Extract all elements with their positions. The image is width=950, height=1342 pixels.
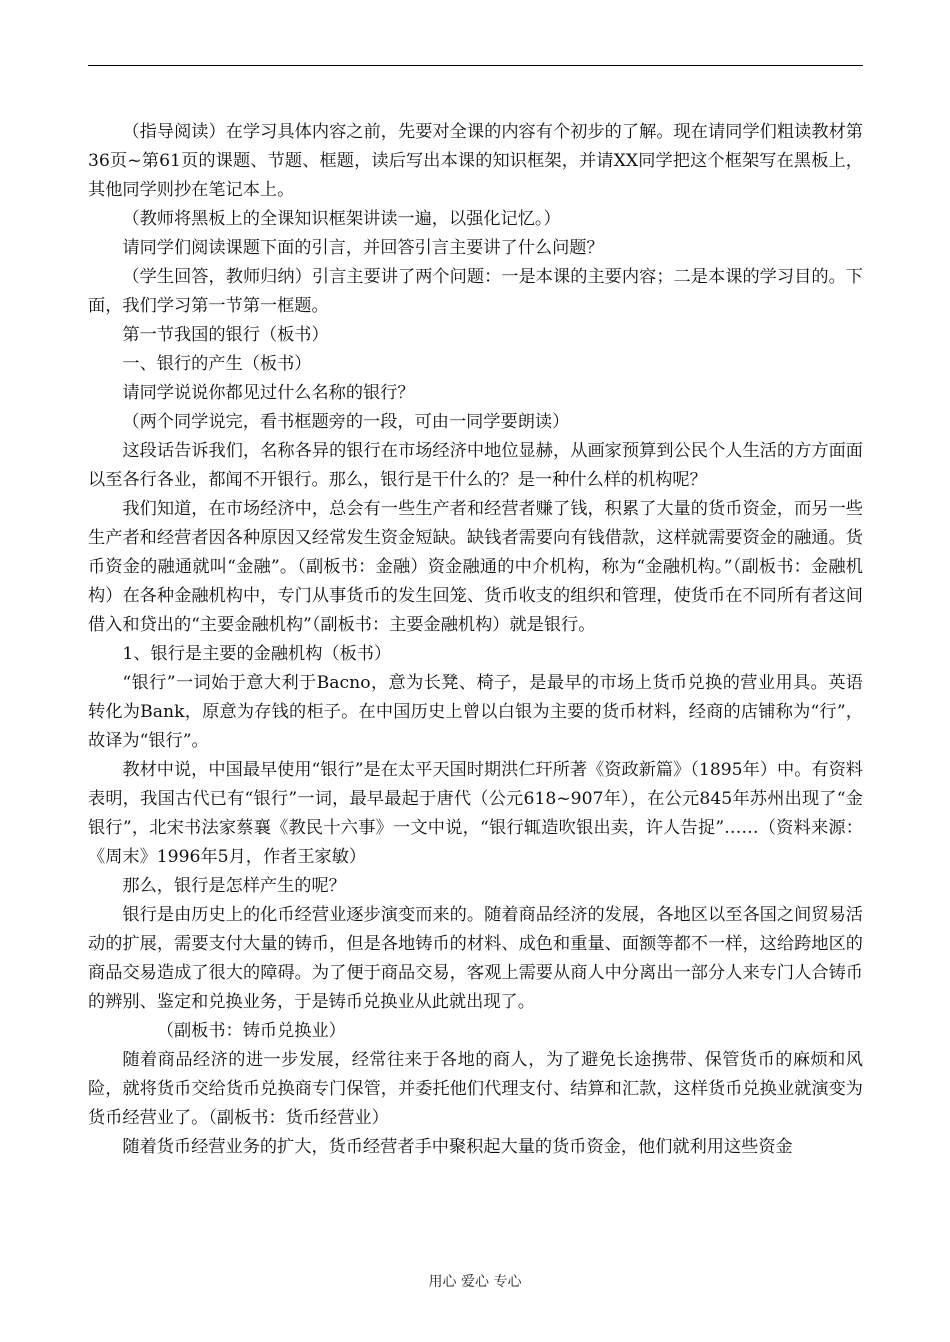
- paragraph-history-china: 教材中说，中国最早使用“银行”是在太平天国时期洪仁玕所著《资政新篇》（1895年）中。有资料表明，我国古代已有“银行”一词，最早最起于唐代（公元618~907年），在公元845年苏州出现了“金银行”，北宋书法家蔡襄《教民十六事》一文中说，“银行辄造吹银出卖，许人告捉”……（资料来源：《周末》1996年5月，作者王家敏）: [88, 760, 863, 867]
- paragraph-read-aloud: （两个同学说完，看书框题旁的一段，可由一同学要朗读）: [122, 412, 570, 432]
- paragraph-coin-exchange: 银行是由历史上的化币经营业逐步演变而来的。随着商品经济的发展，各地区以至各国之间贸易活动的扩展，需要支付大量的铸币，但是各地铸币的材料、成色和重量、面额等都不一样，这给跨地区的商品交易造成了很大的障碍。为了便于商品交易，客观上需要从商人中分离出一部分人来专门人合铸币的辨别、鉴定和兑换业务，于是铸币兑换业从此就出现了。: [88, 905, 863, 1012]
- paragraph-word-origin: “银行”一词始于意大利于Bacno，意为长凳、椅子，是最早的市场上货币兑换的营业用具。英语转化为Bank，原意为存钱的柜子。在中国历史上曾以白银为主要的货币材料，经商的店铺称为“行”，故译为“银行”。: [88, 673, 863, 751]
- paragraph-business-expansion: 随着货币经营业务的扩大，货币经营者手中聚积起大量的货币资金，他们就利用这些资金: [122, 1137, 793, 1157]
- point-heading-main-financial-institution: 1、银行是主要的金融机构（板书）: [122, 644, 392, 664]
- paragraph-intro-guided-reading: （指导阅读）在学习具体内容之前，先要对全课的内容有个初步的了解。现在请同学们粗读教材第36页~第61页的课题、节题、框题，读后写出本课的知识框架，并请XX同学把这个框架写在黑板上，其他同学则抄在笔记本上。: [88, 122, 863, 200]
- paragraph-bank-importance: 这段话告诉我们，名称各异的银行在市场经济中地位显赫，从画家预算到公民个人生活的方方面面以至各行各业，都闻不开银行。那么，银行是干什么的？是一种什么样的机构呢？: [88, 441, 863, 490]
- paragraph-money-dealing: 随着商品经济的进一步发展，经常往来于各地的商人，为了避免长途携带、保管货币的麻烦和风险，就将货币交给货币兑换商专门保管，并委托他们代理支付、结算和汇款，这样货币兑换业就演变为货币经营业了。（副板书：货币经营业）: [88, 1050, 863, 1128]
- document-body: [88, 118, 863, 1162]
- section-heading-banks: 第一节我国的银行（板书）: [122, 325, 329, 345]
- paragraph-how-banks-arose: 那么，银行是怎样产生的呢？: [122, 876, 346, 896]
- paragraph-finance-definition: 我们知道，在市场经济中，总会有一些生产者和经营者赚了钱，积累了大量的货币资金，而另一些生产者和经营者因各种原因又经常发生资金短缺。缺钱者需要向有钱借款，这样就需要资金的融通。货币资金的融通就叫“金融”。（副板书：金融）资金融通的中介机构，称为“金融机构。”（副板书：金融机构）在各种金融机构中，专门从事货币的发生回笼、货币收支的组织和管理，使货币在不同所有者这间借入和贷出的“主要金融机构”（副板书：主要金融机构）就是银行。: [88, 499, 863, 635]
- paragraph-teacher-review: （教师将黑板上的全课知识框架讲读一遍，以强化记忆。）: [122, 209, 561, 229]
- subsection-heading-origin: 一、银行的产生（板书）: [122, 354, 312, 374]
- page-footer: 用心 爱心 专心: [428, 1274, 522, 1290]
- paragraph-question-bank-names: 请同学说说你都见过什么名称的银行？: [122, 383, 415, 403]
- paragraph-read-preface: 请同学们阅读课题下面的引言，并回答引言主要讲了什么问题？: [122, 238, 604, 258]
- paragraph-side-note-coin-exchange: （副板书：铸币兑换业）: [156, 1021, 346, 1041]
- header-rule: [88, 65, 863, 66]
- paragraph-student-answer: （学生回答，教师归纳）引言主要讲了两个问题：一是本课的主要内容；二是本课的学习目的。下面，我们学习第一节第一框题。: [88, 267, 863, 316]
